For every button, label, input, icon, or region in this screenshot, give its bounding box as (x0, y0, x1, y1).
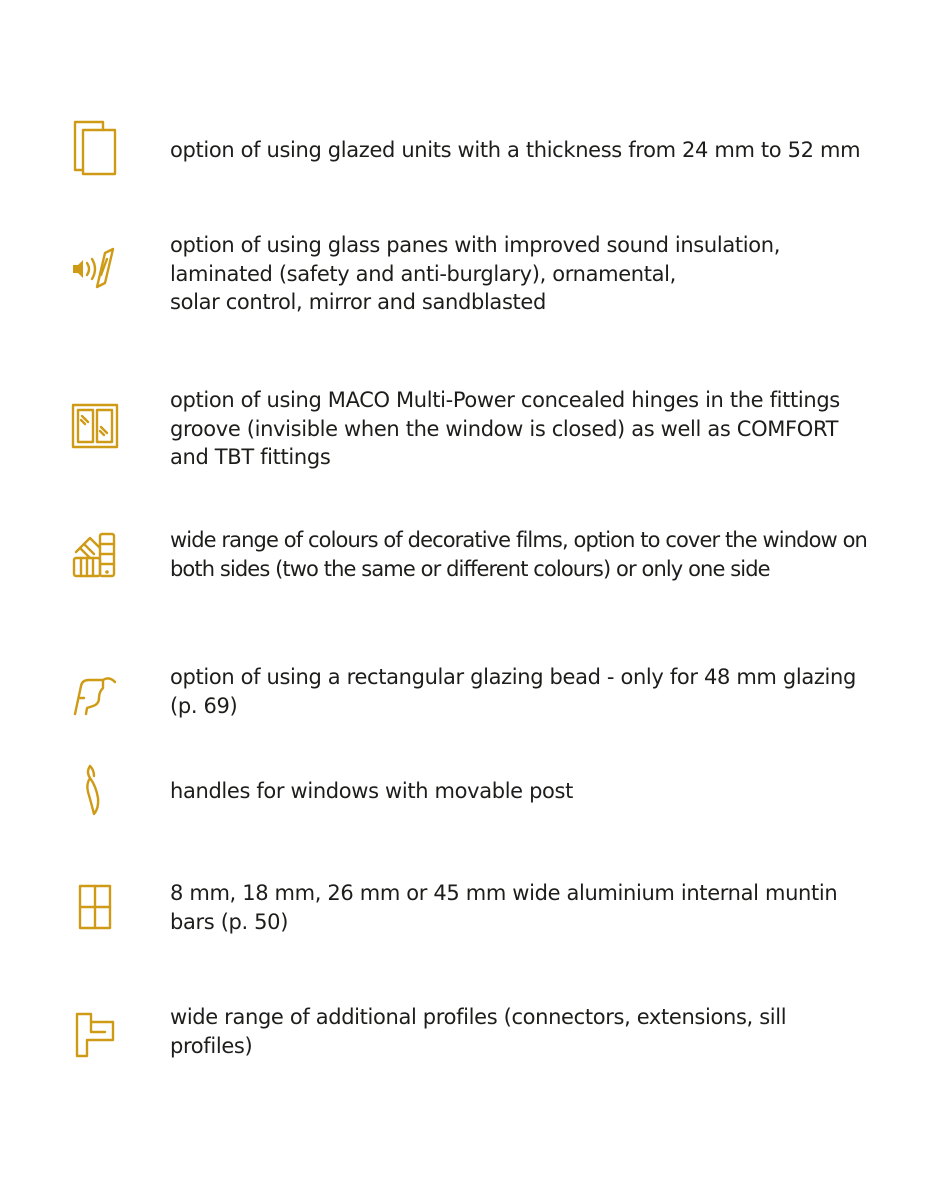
sound-insulation-glass-icon (64, 240, 126, 302)
feature-text: wide range of colours of decorative films, option to cover the window on both sides (two the same or different colours) or only one side (170, 528, 867, 581)
feature-text: option of using glass panes with improved sound insulation, laminated (safety and anti-burglary), ornamental, solar control, mirror and sandblasted (170, 233, 781, 314)
muntin-bars-icon (64, 876, 126, 938)
window-handle-icon (64, 758, 126, 820)
additional-profile-icon (64, 1002, 126, 1064)
feature-text: 8 mm, 18 mm, 26 mm or 45 mm wide aluminium internal muntin bars (p. 50) (170, 881, 838, 934)
feature-text: wide range of additional profiles (connectors, extensions, sill profiles) (170, 1005, 787, 1058)
color-swatches-icon (64, 525, 126, 587)
feature-text: option of using glazed units with a thickness from 24 mm to 52 mm (170, 138, 861, 162)
glazed-unit-icon (64, 118, 126, 180)
glazing-bead-icon (64, 662, 126, 724)
feature-text: handles for windows with movable post (170, 779, 574, 803)
feature-text: option of using a rectangular glazing bead - only for 48 mm glazing (p. 69) (170, 665, 856, 718)
concealed-hinge-window-icon (64, 395, 126, 457)
feature-text: option of using MACO Multi-Power concealed hinges in the fittings groove (invisible when the window is closed) as well as COMFORT and TBT fittings (170, 388, 840, 469)
